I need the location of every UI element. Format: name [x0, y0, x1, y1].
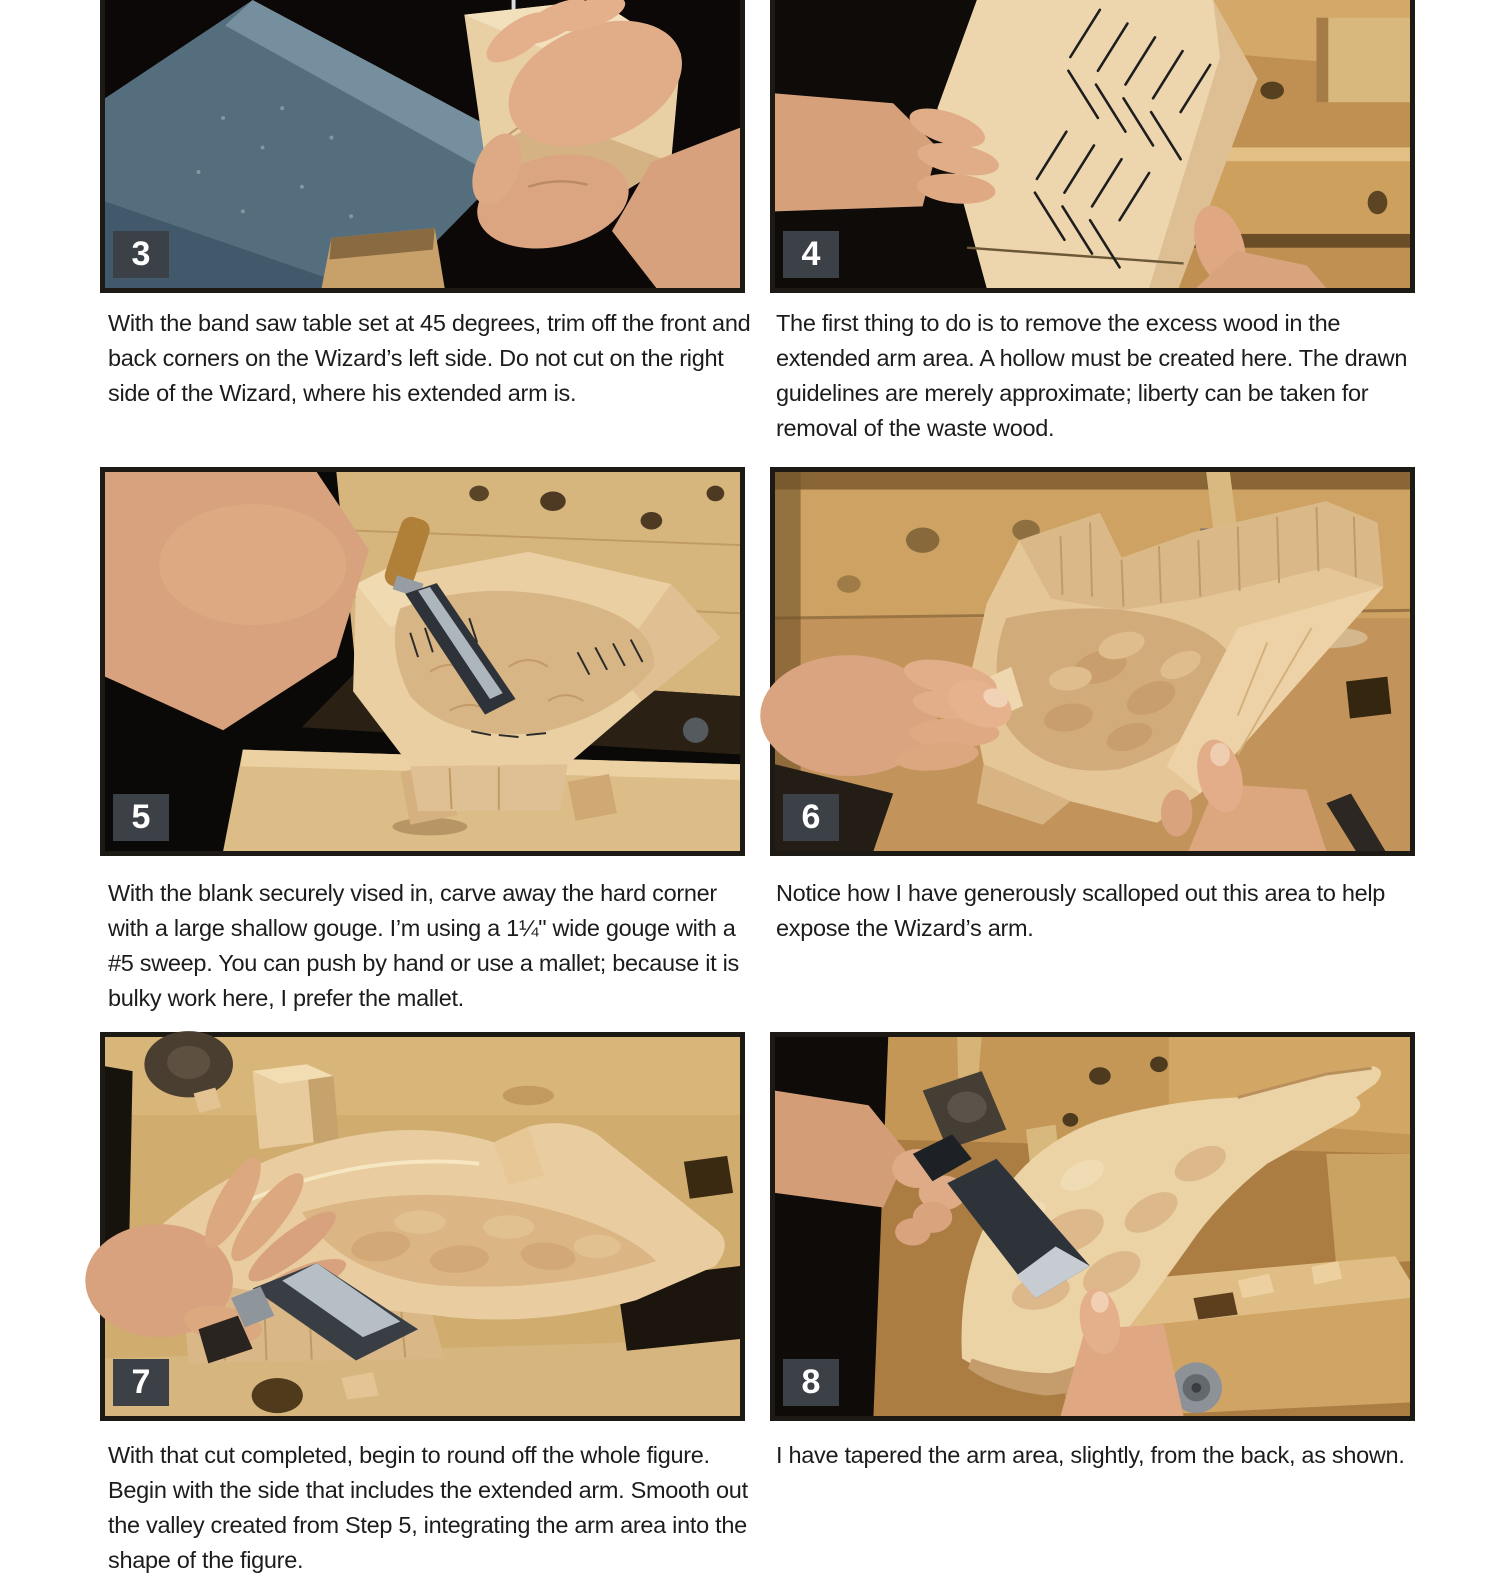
step5-caption: With the blank securely vised in, carve away the hard corner with a large shallow gouge. I’m using a 1¼" wide gouge with a #5 sweep. You can push by hand or use a mallet; because it is bulky work here, I prefer the mallet. — [108, 880, 739, 1011]
scalloped-block-illustration — [775, 472, 1410, 851]
step4-photo — [770, 0, 1415, 293]
band-saw-trimming-illustration — [105, 0, 740, 288]
step-number-badge: 8 — [783, 1359, 839, 1406]
step-number-badge: 5 — [113, 794, 169, 841]
step5-photo — [100, 467, 745, 856]
step7-caption: With that cut completed, begin to round off the whole figure. Begin with the side that includes the extended arm. Smooth out the valley created from Step 5, integrating the arm area into the shape of the figure. — [108, 1442, 748, 1573]
step4-caption: The first thing to do is to remove the excess wood in the extended arm area. A hollow must be created here. The drawn guidelines are merely approximate; liberty can be taken for removal of the waste wood. — [776, 310, 1408, 441]
step6-photo — [770, 467, 1415, 856]
rounding-figure-illustration — [105, 1037, 740, 1416]
step3-caption: With the band saw table set at 45 degrees, trim off the front and back corners on the Wizard’s left side. Do not cut on the right side of the Wizard, where his extended arm is. — [108, 310, 751, 406]
step6-caption: Notice how I have generously scalloped out this area to help expose the Wizard’s arm. — [776, 880, 1386, 941]
step-number-badge: 7 — [113, 1359, 169, 1406]
step8-photo — [770, 1032, 1415, 1421]
step-number-badge: 6 — [783, 794, 839, 841]
step7-photo — [100, 1032, 745, 1421]
gouge-carving-illustration — [105, 472, 740, 851]
step8-caption: I have tapered the arm area, slightly, from the back, as shown. — [776, 1442, 1405, 1468]
step3-photo — [100, 0, 745, 293]
step-number-badge: 3 — [113, 231, 169, 278]
guideline-board-illustration — [775, 0, 1410, 288]
tapered-arm-illustration — [775, 1037, 1410, 1416]
step-number-badge: 4 — [783, 231, 839, 278]
